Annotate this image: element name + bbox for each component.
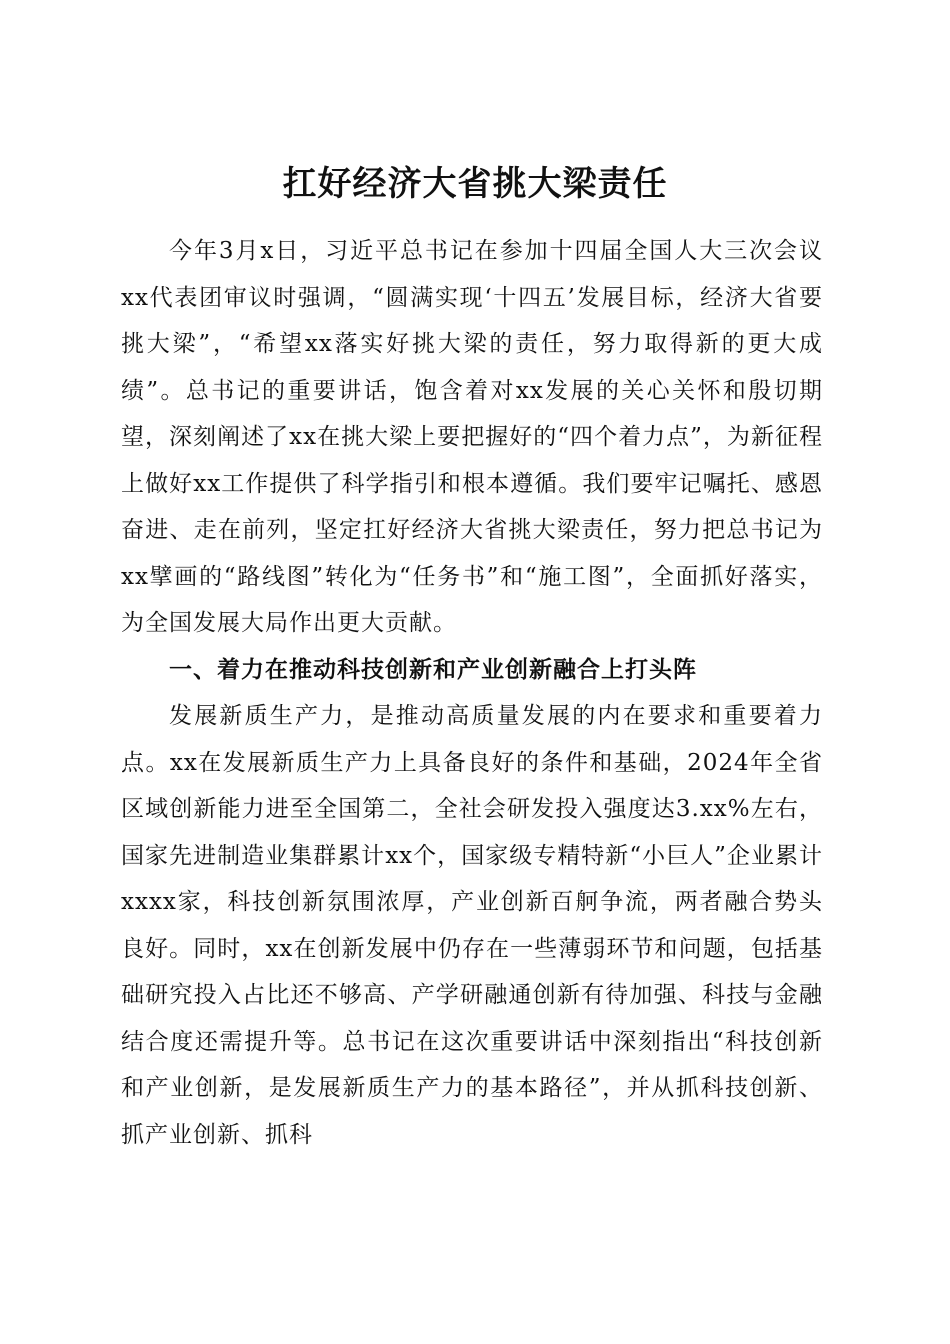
intro-paragraph: 今年3月x日，习近平总书记在参加十四届全国人大三次会议xx代表团审议时强调，“圆满实现‘十四五’发展目标，经济大省要挑大梁”，“希望xx落实好挑大梁的责任，努力取得新的更大成绩”。总书记的重要讲话，饱含着对xx发展的关心关怀和殷切期望，深刻阐述了xx在挑大梁上要把握好的“四个着力点”，为新征程上做好xx工作提供了科学指引和根本遵循。我们要牢记嘱托、感恩奋进、走在前列，坚定扛好经济大省挑大梁责任，努力把总书记为xx擘画的“路线图”转化为“任务书”和“施工图”，全面抓好落实，为全国发展大局作出更大贡献。 (121, 238, 823, 636)
section-paragraph: 发展新质生产力，是推动高质量发展的内在要求和重要着力点。xx在发展新质生产力上具备良好的条件和基础，2024年全省区域创新能力进至全国第二，全社会研发投入强度达3.xx%左右，国家先进制造业集群累计xx个，国家级专精特新“小巨人”企业累计xxxx家，科技创新氛围浓厚，产业创新百舸争流，两者融合势头良好。同时，xx在创新发展中仍存在一些薄弱环节和问题，包括基础研究投入占比还不够高、产学研融通创新有待加强、科技与金融结合度还需提升等。总书记在这次重要讲话中深刻指出“科技创新和产业创新，是发展新质生产力的基本路径”，并从抓科技创新、抓产业创新、抓科 (121, 703, 823, 1148)
document-title: 扛好经济大省挑大梁责任 (282, 163, 668, 204)
section-heading: 一、着力在推动科技创新和产业创新融合上打头阵 (169, 656, 697, 683)
document-body (121, 228, 823, 1158)
